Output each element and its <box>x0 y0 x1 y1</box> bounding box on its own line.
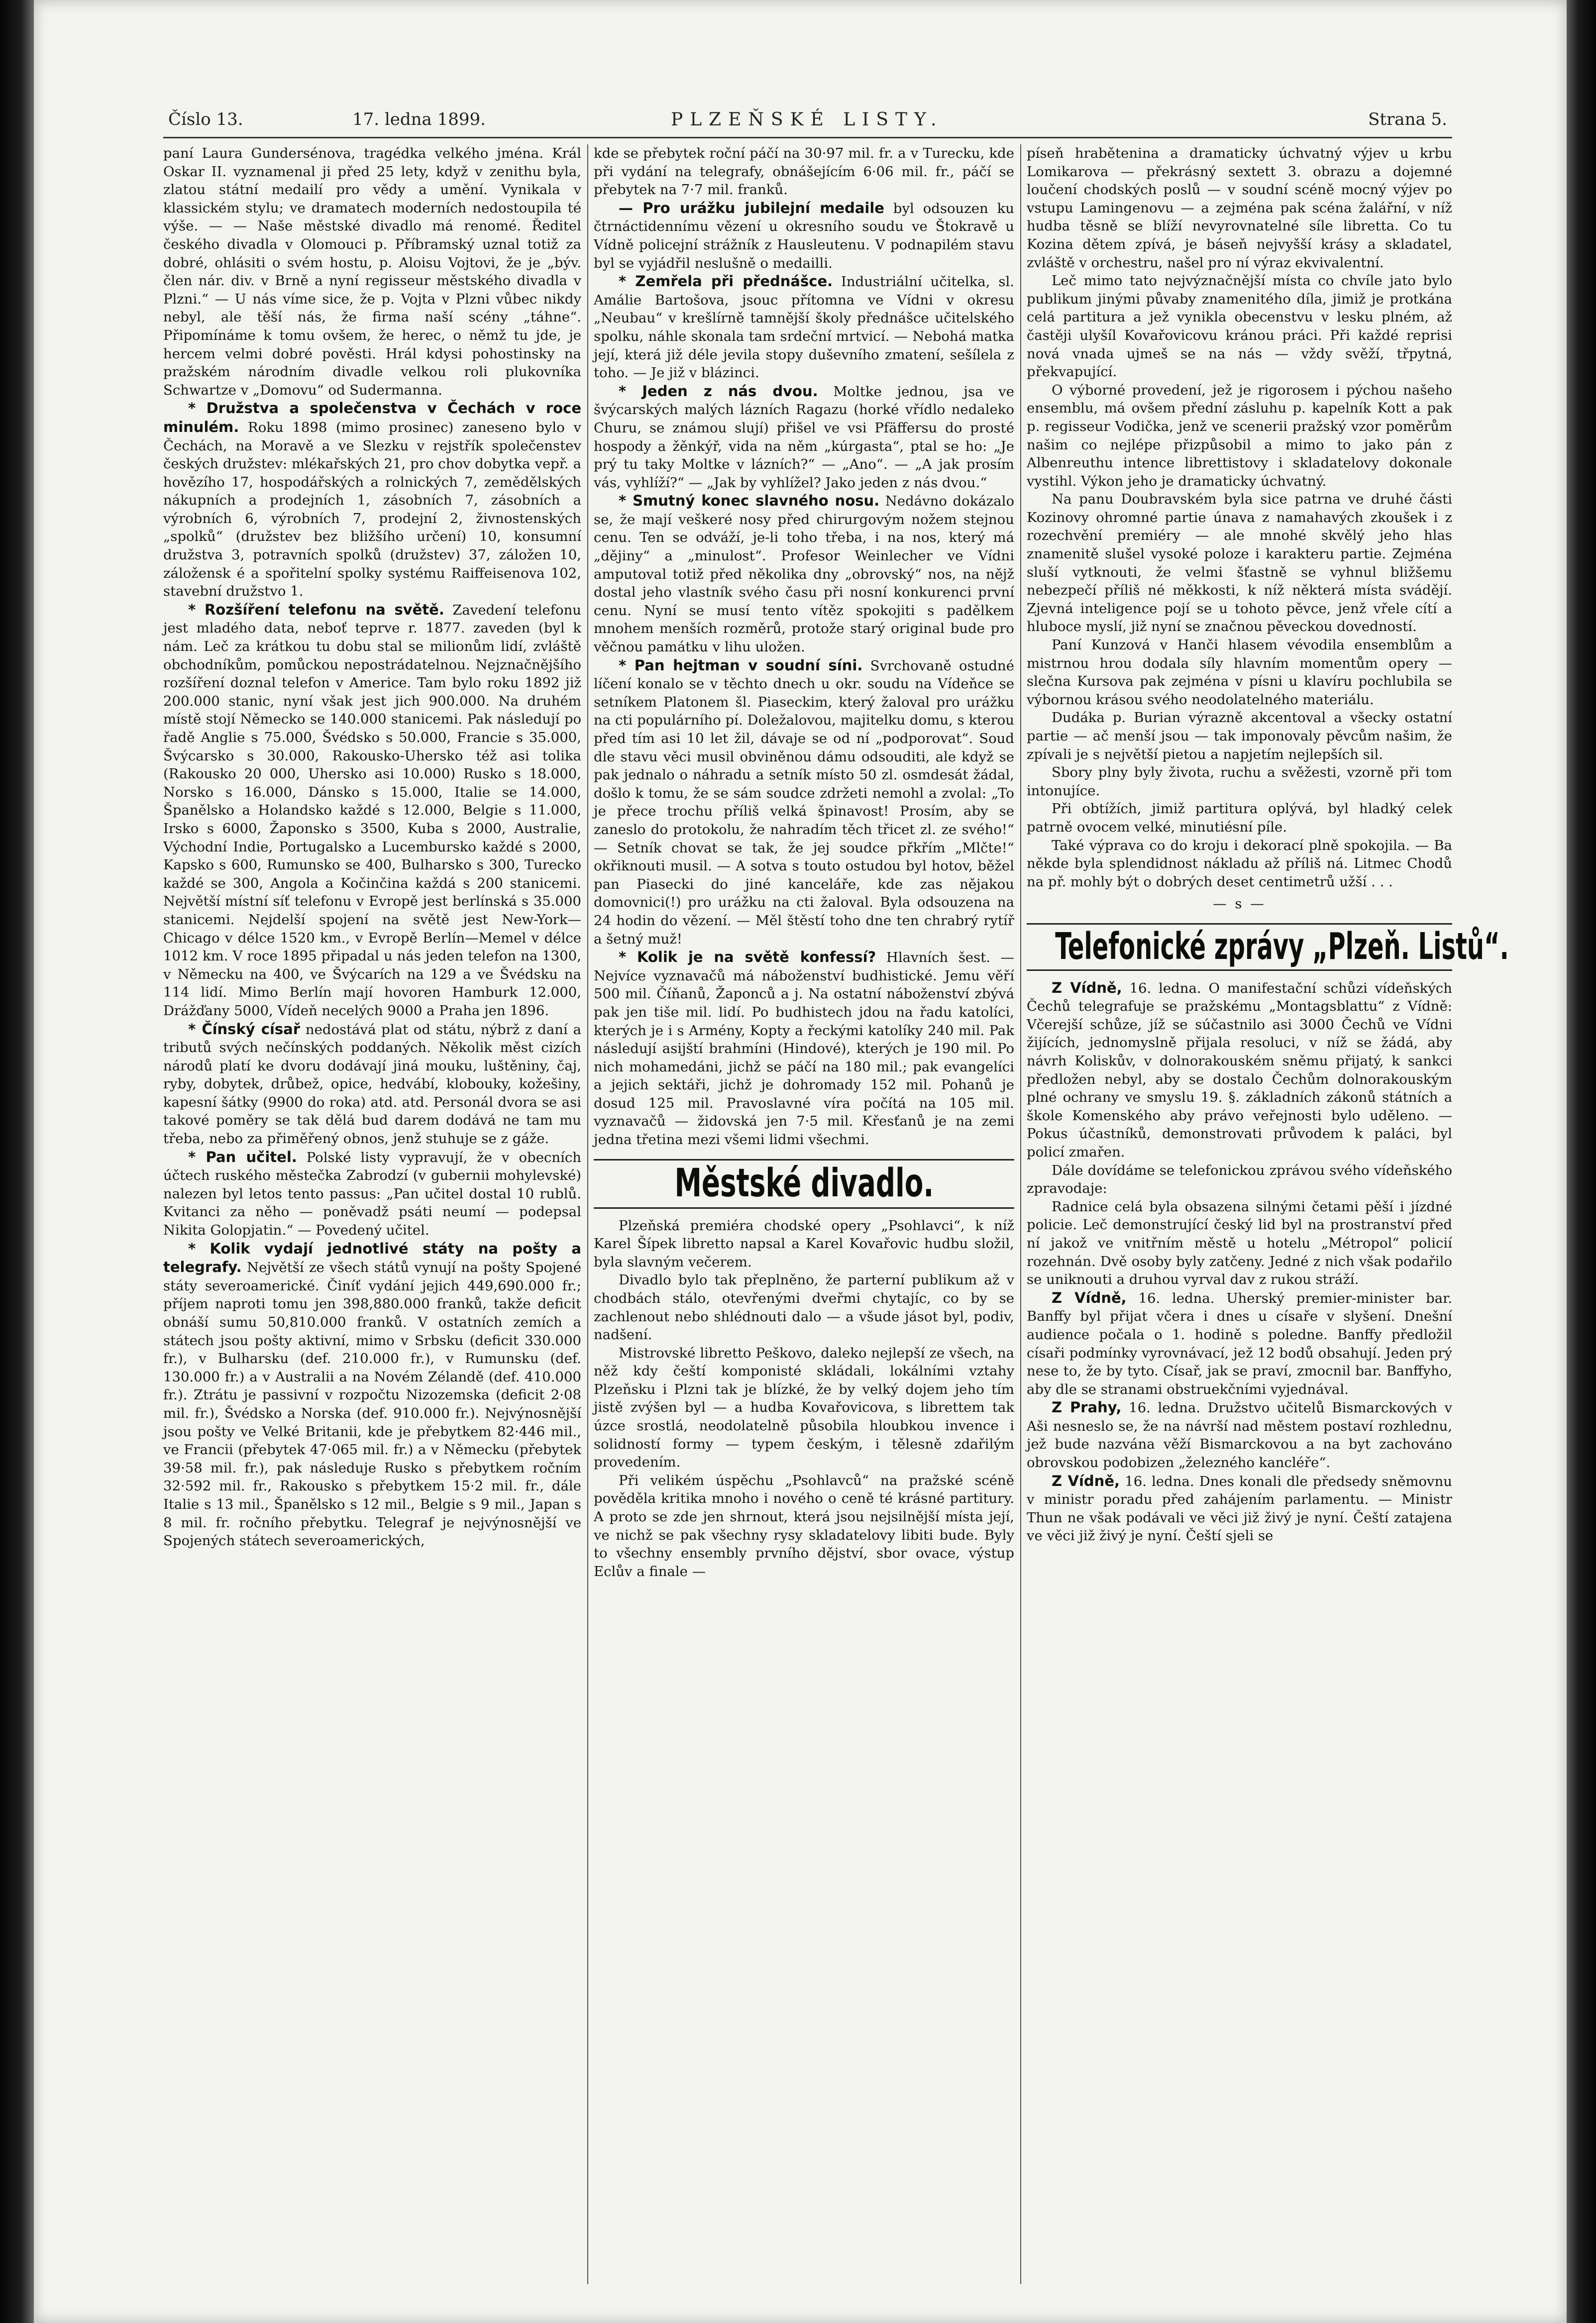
article-text: píseň hrabětenina a dramaticky úchvatný výjev u krbu Lomikarova — překrásný sextett 3. obrazu a dojemné loučení chodských poslů — v soudní scéně mocný výjev po vstupu Lamingenovu — a zejména pak scéna žalářní, v níž hudba těsně se blíží nevyrovnatelné síle libretta. Co tu Kozina dětem zpívá, je báseň nejvyšší krásy a skladatel, zvláště v orchestru, našel pro ní výraz ekvivalentní. <box>1027 145 1452 271</box>
article-text: Sbory plny byly života, ruchu a svěžesti, vzorně při tom intonujíce. <box>1027 764 1452 799</box>
article-paragraph <box>594 1344 1014 1472</box>
article-paragraph <box>1027 144 1452 272</box>
article-text: Dále dovídáme se telefonickou zprávou svého vídeňského zpravodaje: <box>1027 1162 1452 1197</box>
article-lead: * Pan učitel. <box>188 1148 297 1165</box>
article-paragraph <box>1027 763 1452 800</box>
article-lead: * Rozšíření telefonu na světě. <box>188 601 444 618</box>
column-rule-2 <box>1020 144 1021 2284</box>
article-lead: * Jeden z nás dvou. <box>619 382 818 400</box>
article-text: Plzeňská premiéra chodské opery „Psohlavci“, k níž Karel Šípek libretto napsal a Karel Kovařovic hudbu složil, byla slavným večerem. <box>594 1217 1014 1270</box>
separator: — s — <box>1213 896 1266 912</box>
article-paragraph <box>1027 1398 1452 1472</box>
heading-rule <box>1027 923 1452 925</box>
article-text: Industriální učitelka, sl. Amálie Bartošova, jsouc přítomna ve Vídni v okresu „Neubau“ v krešlírně tamnější školy přednášce učitelského spolku, náhle skonala tam srdeční mrtvicí. — Nebohá matka její, která již déle jevila stopy duševního zmatení, sešílela z toho. — Je již v blázinci. <box>594 274 1014 381</box>
newspaper-page <box>34 0 1567 2323</box>
heading-rule <box>594 1159 1014 1161</box>
article-lead: * Družstva a společenstva v Čechách v roce minulém. <box>163 400 581 435</box>
article-text: Radnice celá byla obsazena silnými četami pěší i jízdné policie. Leč demonstrující český lid byl na prostranství před ní jakož ve vnitřním městě u hotelu „Métropol“ policií rozehnán. Dvě osoby byly zatčeny. Jedné z nich však podařilo se uniknouti a druhou vyrval dav z rukou stráží. <box>1027 1198 1452 1288</box>
article-lead: * Kolik vydají jednotlivé státy na pošty a telegrafy. <box>163 1240 581 1276</box>
article-paragraph <box>594 199 1014 272</box>
article-paragraph <box>594 1217 1014 1271</box>
article-paragraph <box>1027 1289 1452 1399</box>
article-text: byl odsouzen ku čtrnáctidennímu vězení u okresního soudu ve Štokravě u Vídně policejní strážník z Hausleutenu. V podnapilém stavu byl se vyjádřil neslušně o medailli. <box>594 200 1014 271</box>
article-lead: * Pan hejtman v soudní síni. <box>619 656 863 674</box>
article-paragraph <box>594 1271 1014 1344</box>
column-rule-1 <box>587 144 588 2284</box>
article-text: nedostává plat od státu, nýbrž z daní a tributů svých nečínských poddaných. Několik měst cizích národů platí ke dvoru dodávají jiná mouku, luštěniny, čaj, ryby, dobytek, drůbež, opice, hedvábí, klobouky, kožešiny, kapesní šátky (9900 do roka) atd. atd. Personál dvora se asi takové poměry se tak dělá bud darem dodává ne tam mu třeba, nebo za přiměřený obnos, jenž stuhuje se z gáže. <box>163 1021 581 1147</box>
article-text: Nedávno dokázalo se, že mají veškeré nosy před chirurgovým nožem stejnou cenu. Ten se odváží, je-li toho třeba, i na nos, který má „dějiny“ a „minulost“. Profesor Weinlecher ve Vídni amputoval totiž před několika dny „obrovský“ nos, na nějž dostal jeho vlastník svého času při nosní konkurenci první cenu. Nyní se musí tento vítěz spokojiti s padělkem mnohem menších rozměrů, protože starý original bude pro věčnou památku v lihu uložen. <box>594 493 1015 655</box>
article-text: Polské listy vypravují, že v obecních účtech ruského městečka Zabrodzí (v gubernii mohylevské) nalezen byl letos tento passus: „Pan učitel dostal 10 rublů. Kvitanci za něho — poněvadž psáti neumí — podepsal Nikita Golopjatin.“ — Povedený učitel. <box>163 1149 581 1239</box>
article-text: Divadlo bylo tak přeplněno, že parterní publikum až v chodbách stálo, otevřenými dveřmi chytajíc, co by se zachlenout nebo shlédnouti dalo — a všude jásot byl, podiv, nadšení. <box>594 1272 1014 1343</box>
article-text: paní Laura Gundersénova, tragédka velkého jména. Král Oskar II. vyznamenal ji před 25 lety, když v zenithu byla, zlatou státní medailí pro vědy a umění. Vynikala v klassickém stylu; ve dramatech moderních nedostoupila té výše. — — Naše městské divadlo má renomé. Ředitel českého divadla v Olomouci p. Příbramský uznal totiž za dobré, ohlásiti o svém hostu, p. Aloisu Vojtovi, že je „býv. člen nár. div. v Brně a nyní regisseur městského divadla v Plzni.“ — U nás víme sice, že p. Vojta v Plzni vůbec nikdy nebyl, ale těší nás, že firma naší scény „táhne“. Připomínáme k tomu ovšem, že herec, o němž tu jde, je hercem velmi dobré pověsti. Hrál kdysi pohostinsky na pražském národním divadle velkou roli plukovníka Schwartze v „Domovu“ od Sudermanna. <box>163 145 581 398</box>
article-text: Hlavních šest. — Nejvíce vyznavačů má náboženství budhistické. Jemu věří 500 mil. Číňanů, Žaponců a j. Na ostatní náboženství zbývá pak jen tiše mil. lidí. Po budhistech jdou na řadu katolíci, kterých je i s Armény, Kopty a řeckými katolíky 240 mil. Pak následují asijští brahmíni (Hindové), kterých je 190 mil. Po nich mohamedáni, jichž se páčí na 180 mil.; pak evangelíci a jejich sektáři, jichž je dohromady 152 mil. Pohanů je dosud 125 mil. Pravoslavné víra počítá na 105 mil. vyznavačů — židovská jen 7·5 mil. Křesťanů je na zemi jedna třetina mezi všemi lidmi všechmi. <box>594 950 1014 1148</box>
article-lead: * Zemřela při přednášce. <box>619 273 833 290</box>
article-lead: Z Prahy, <box>1052 1399 1122 1416</box>
issue-date: 17. ledna 1899. <box>352 109 486 129</box>
article-text: Svrchovaně ostudné líčení konalo se v těchto dnech u okr. soudu na Vídeňce se setníkem Platonem šl. Piaseckim, který žaloval pro urážku na cti populárního pí. Doležalovou, majitelku domu, s kterou před tím asi 10 let žil, dávaje se od ní „podporovat“. Soud dle stavu věci musil obviněnou dámu odsouditi, ale když se pak jednalo o náhradu a setník místo 50 zl. osmdesát žádal, došlo k tomu, že se sám soudce zdržeti nemohl a zvolal: „To je přece trochu příliš velká špinavost! Prosím, aby se zaneslo do protokolu, že nahradím těch třicet zl. ze svého!“ — Setník chovat se tak, že jej soudce přkřím „Mlčte!“ okřiknouti musil. — A sotva s touto ostudou byl hotov, běžel pan Piasecki do jiné kanceláře, kde zas nějakou domovnici(!) pro urážku na cti žaloval. Byla odsouzena na 24 hodin do vězení. — Měl štěstí toho dne ten chrabrý rytíř a šetný muž! <box>594 657 1014 947</box>
scan-edge-left <box>0 0 35 2323</box>
section-heading-text: Telefonické zprávy „Plzeň. Listů“. <box>1055 925 1509 968</box>
article-paragraph <box>163 1240 581 1550</box>
masthead <box>168 109 1447 139</box>
article-paragraph <box>1027 1198 1452 1289</box>
article-lead: — Pro urážku jubilejní medaile <box>619 199 884 216</box>
article-paragraph <box>594 1472 1014 1581</box>
section-heading <box>1027 923 1509 971</box>
article-text: Při velikém úspěchu „Psohlavců“ na pražské scéně pověděla kritika mnoho i nového o ceně té krásné partitury. A proto se zde jen shrnout, která jsou nejsilnější místa její, ve nichž se pak všechny rysy skladatelovy libiti bude. Byly to všechny ensembly prvního dějství, sbor ovace, výstup Eclův a finale — <box>594 1472 1014 1580</box>
article-paragraph <box>163 144 581 399</box>
header-rule <box>163 137 1452 138</box>
issue-number: Číslo 13. <box>168 109 243 129</box>
scan-edge-right <box>1566 0 1596 2323</box>
article-text: 16. ledna. O manifestační schůzi vídeňských Čechů telegrafuje se pražskému „Montagsblattu“ z Vídně: Včerejší schůze, jíž se súčastnilo asi 3000 Čechů ve Vídni žijících, jednomyslně přijala resoluci, v níž se žádá, aby návrh Koliskův, v dolnorakouském sněmu přijatý, k sankci předložen nebyl, aby se dostalo Čechům dolnorakouským plné ochrany ve smyslu 19. §. základních zákonů státních a škole Komenského aby právo veřejnosti bylo uděleno. — Pokus účastníků, demonstrovati průvodem k paláci, byl policí zmařen. <box>1027 980 1452 1160</box>
article-text: Roku 1898 (mimo prosinec) zaneseno bylo v Čechách, na Moravě a ve Slezku v rejstřík společenstev českých družstev: mlékařských 21, pro chov dobytka vepř. a hovězího 17, hospodářských a rolnických 7, zemědělských nákupních a prodejních 1, zásobních 7, zásobních a výrobních 6, výrobních 7, prodejní 2, živnostenských „spolků“ (družstev bez bližšího určení) 10, konsumní družstva 3, potravních spolků (družstev) 37, záložen 10, záložensk é a spořitelní spolky systému Raiffeisenova 102, stavební družstvo 1. <box>163 419 581 600</box>
page-number: Strana 5. <box>1368 109 1447 129</box>
heading-rule <box>1027 969 1452 971</box>
column-2 <box>594 144 1014 2283</box>
article-paragraph <box>1027 800 1452 836</box>
article-text: 16. ledna. Družstvo učitelů Bismarckových v Aši nesneslo se, že na návrší nad městem postaví rozhlednu, jež bude nazvána věží Bismarckovou a na byt zachováno obrovskou podobizen „železného kancléře“. <box>1027 1400 1452 1471</box>
article-lead: Z Vídně, <box>1052 1289 1127 1306</box>
article-paragraph <box>1027 979 1452 1162</box>
article-paragraph <box>1027 490 1452 636</box>
section-heading <box>594 1159 1014 1209</box>
article-paragraph <box>594 382 1014 492</box>
article-text: 16. ledna. Uherský premier-minister bar. Banffy byl přijat včera i dnes u císaře v slyšení. Dnešní audience počala o 1. hodině s poledne. Banffy předložil císaři podmínky vyrovnávací, jež 12 bodů obsahují. Jeden prý nese to, že by tyto. Císař, jak se praví, zmocnil bar. Banffyho, aby dle se stranami obstruekčními vyjednával. <box>1027 1290 1452 1397</box>
article-paragraph <box>163 601 581 1020</box>
article-paragraph <box>163 399 581 601</box>
article-paragraph <box>1027 381 1452 491</box>
heading-rule <box>594 1207 1014 1209</box>
newspaper-title: PLZEŇSKÉ LISTY. <box>671 109 944 130</box>
article-lead: * Smutný konec slavného nosu. <box>619 492 880 510</box>
article-text: Na panu Doubravském byla sice patrna ve druhé části Kozinovy ohromné partie únava z namahavých zkoušek i z rozechvění premiéry — ale mnohé skvělý jeho hlas znamenitě slušel vysoké poloze i karakteru partie. Zejména sluší vytknouti, že velmi šťastně se vyhnul bližšemu nebezpečí příliš né měkkosti, k níž některá místa svádějí. Zjevná inteligence pojí se u tohoto pěvce, jenž vřele cítí a hluboce myslí, již nyní se značnou pěveckou dovedností. <box>1027 491 1452 635</box>
article-text: Paní Kunzová v Hanči hlasem vévodila ensemblům a mistrnou hrou dodala síly hlavním momentům opery — slečna Kursova pak zejména v písni u klavíru pochlubila se výbornou krásou svého neodolatelného materiálu. <box>1027 637 1452 708</box>
article-text: 16. ledna. Dnes konali dle předsedy sněmovnu v ministr poradu před zahájením parlamentu. — Ministr Thun ne však podávali ve věci již živý je nyní. Čeští zatajena ve věci již živý je nyní. Čeští sjeli se <box>1027 1473 1452 1544</box>
article-paragraph <box>1027 636 1452 709</box>
article-paragraph <box>1027 837 1452 891</box>
article-paragraph <box>1027 272 1452 381</box>
article-text: Leč mimo tato nejvýznačnější místa co chvíle jato bylo publikum jinými půvaby znamenitého díla, jimiž je protkána celá partitura a jež vynikla obecenstvu v lesku plném, až častěji ulyšíl Kovařovicovu kránou práci. Při každé reprisi nová vnada ujmeš se na nás — vždy svěží, třpytná, překvapující. <box>1027 273 1452 380</box>
article-paragraph <box>163 1020 581 1148</box>
column-3 <box>1027 144 1509 2283</box>
article-text: kde se přebytek roční páčí na 30·97 mil. fr. a v Turecku, kde při vydání na telegrafy, obnášejícím 6·06 mil. fr., páčí se přebytek na 7·7 mil. franků. <box>594 145 1014 198</box>
article-paragraph <box>163 1148 581 1240</box>
article-paragraph <box>1027 1162 1452 1198</box>
article-lead: * Kolik je na světě konfessí? <box>619 949 876 966</box>
article-paragraph <box>1027 1472 1452 1545</box>
article-text: Také výprava co do kroju i dekorací plně spokojila. — Ba někde byla splendidnost nákladu až příliš ná. Litmec Chodů na př. mohly být o dobrých deset centimetrů užší . . . <box>1027 837 1452 890</box>
article-text: Moltke jednou, jsa ve švýcarských malých lázních Ragazu (horké vřídlo nedaleko Churu, se známou slují) přišel ve vsi Pfäffersu do prosté hospody a žěnkýř, vida na něm „kúrgasta“, ptal se ho: „Je prý tu taky Moltke v lázních?“ — „Ano“. — „A jak prosím vás, vyhlíží?“ — „Jak by vyhlížel? Jako jeden z nás dvou.“ <box>594 383 1014 491</box>
article-paragraph <box>594 492 1014 656</box>
article-paragraph <box>594 144 1014 199</box>
article-lead: * Čínský císař <box>188 1020 301 1038</box>
article-paragraph <box>1027 709 1452 763</box>
section-heading-text: Městské divadlo. <box>674 1161 934 1206</box>
article-text: Zavedení telefonu jest mladého data, neboť teprve r. 1877. zaveden (byl k nám. Leč za krátkou tu dobu stal se milionům lidí, zvláště obchodníkům, pomůckou nepostrádatelnou. Nejznačnějšího rozšíření doznal telefon v Americe. Tam bylo roku 1892 již 200.000 stanic, nyní však jest jich 900.000. Na druhém místě stojí Německo se 140.000 stanicemi. Pak následují po řadě Anglie s 75.000, Švédsko s 50.000, Francie s 35.000, Švýcarsko s 30.000, Rakousko-Uhersko též asi tolika (Rakousko 20 000, Uhersko asi 10.000) Rusko s 18.000, Norsko s 16.000, Dánsko s 15.000, Italie se 14.000, Španělsko a Holandsko každé s 12.000, Belgie s 11.000, Irsko s 6000, Žaponsko s 3500, Kuba s 2000, Australie, Východní Indie, Portugalsko a Lucembursko každé s 2000, Kapsko s 600, Rumunsko se 400, Bulharsko s 300, Turecko každé se 300, Angola a Kočinčina každá s 200 stanicemi. Největší místní síť telefonu v Evropě jest berlínská s 35.000 stanicemi. Nejdelší spojení na světě jest New-York—Chicago v délce 1520 km., v Evropě Berlín—Memel v délce 1012 km. V roce 1895 připadal u nás jeden telefon na 1300, v Německu na 400, ve Švýcarích na 129 a ve Švédsku na 114 lidí. Mimo Berlín mají hovoren Hamburk 12.000, Drážďany 5000, Vídeň necelých 9000 a Praha jen 1896. <box>163 602 581 1019</box>
article-lead: Z Vídně, <box>1052 979 1122 996</box>
article-text: Při obtížích, jimiž partitura oplývá, byl hladký celek patrně ovocem velké, minutiésní píle. <box>1027 801 1452 835</box>
column-1 <box>163 144 581 2283</box>
article-lead: Z Vídně, <box>1052 1472 1120 1489</box>
article-text: Mistrovské libretto Peškovo, daleko nejlepší ze všech, na něž kdy čeští komponisté skládali, lokálními vztahy Plzeňsku i Plzni tak je blízké, že by velký dojem jeho tím jistě zvýšen byl — a hudba Kovařovicova, s librettem tak úzce srostlá, neodolatelně působila hloubkou invence i solidností formy — typem českým, i tělesně zdařilým provedením. <box>594 1345 1014 1471</box>
article-paragraph <box>594 948 1014 1149</box>
article-text: Největší ze všech států vynují na pošty Spojené státy severoamerické. Činíť vydání jejich 449,690.000 fr.; příjem naproti tomu jen 398,880.000 franků, takže deficit obnáší sumu 50,810.000 franků. V ostatních zemích a státech jsou pošty aktivní, mimo v Srbsku (deficit 330.000 fr.), v Bulharsku (def. 210.000 fr.), v Rumunsku (def. 130.000 fr.) a v Australii a na Novém Zélandě (def. 410.000 fr.). Ztrátu je passivní v rozpočtu Nizozemska (deficit 2·08 mil. fr.), Švédsko a Norska (def. 910.000 fr.). Nejvýnosnější jsou pošty ve Velké Britanii, kde je přebytkem 82·446 mil., ve Francii (přebytek 47·065 mil. fr.) a v Německu (přebytek 39·58 mil. fr.), pak následuje Rusko s přebytkem ročním 32·592 mil. fr., Rakousko s přebytkem 15·2 mil. fr., dále Italie s 13 mil., Španělsko s 12 mil., Belgie s 9 mil., Japan s 8 mil. fr. ročního přebytku. Telegraf je nejvýnosnější ve Spojených státech severoamerických, <box>163 1260 581 1549</box>
article-text: O výborné provedení, jež je rigorosem i pýchou našeho ensemblu, má ovšem přední zásluhu p. kapelník Kott a pak p. regisseur Vodička, jenž ve scenerii pražský vzor poměrům našim co nejlépe přizpůsobil a mimo to jako pán z Albenreuthu intence librettistovy i skladatelovy dokonale vystihl. Výkon jeho je dramaticky úchvatný. <box>1027 382 1452 489</box>
article-paragraph <box>594 272 1014 382</box>
article-text: Dudáka p. Burian výrazně akcentoval a všecky ostatní partie — ač menší jsou — tak imponovaly pěvcům našim, že zpívali je s největší pietou a napjetím nejlepších sil. <box>1027 710 1452 762</box>
article-paragraph <box>594 656 1014 949</box>
